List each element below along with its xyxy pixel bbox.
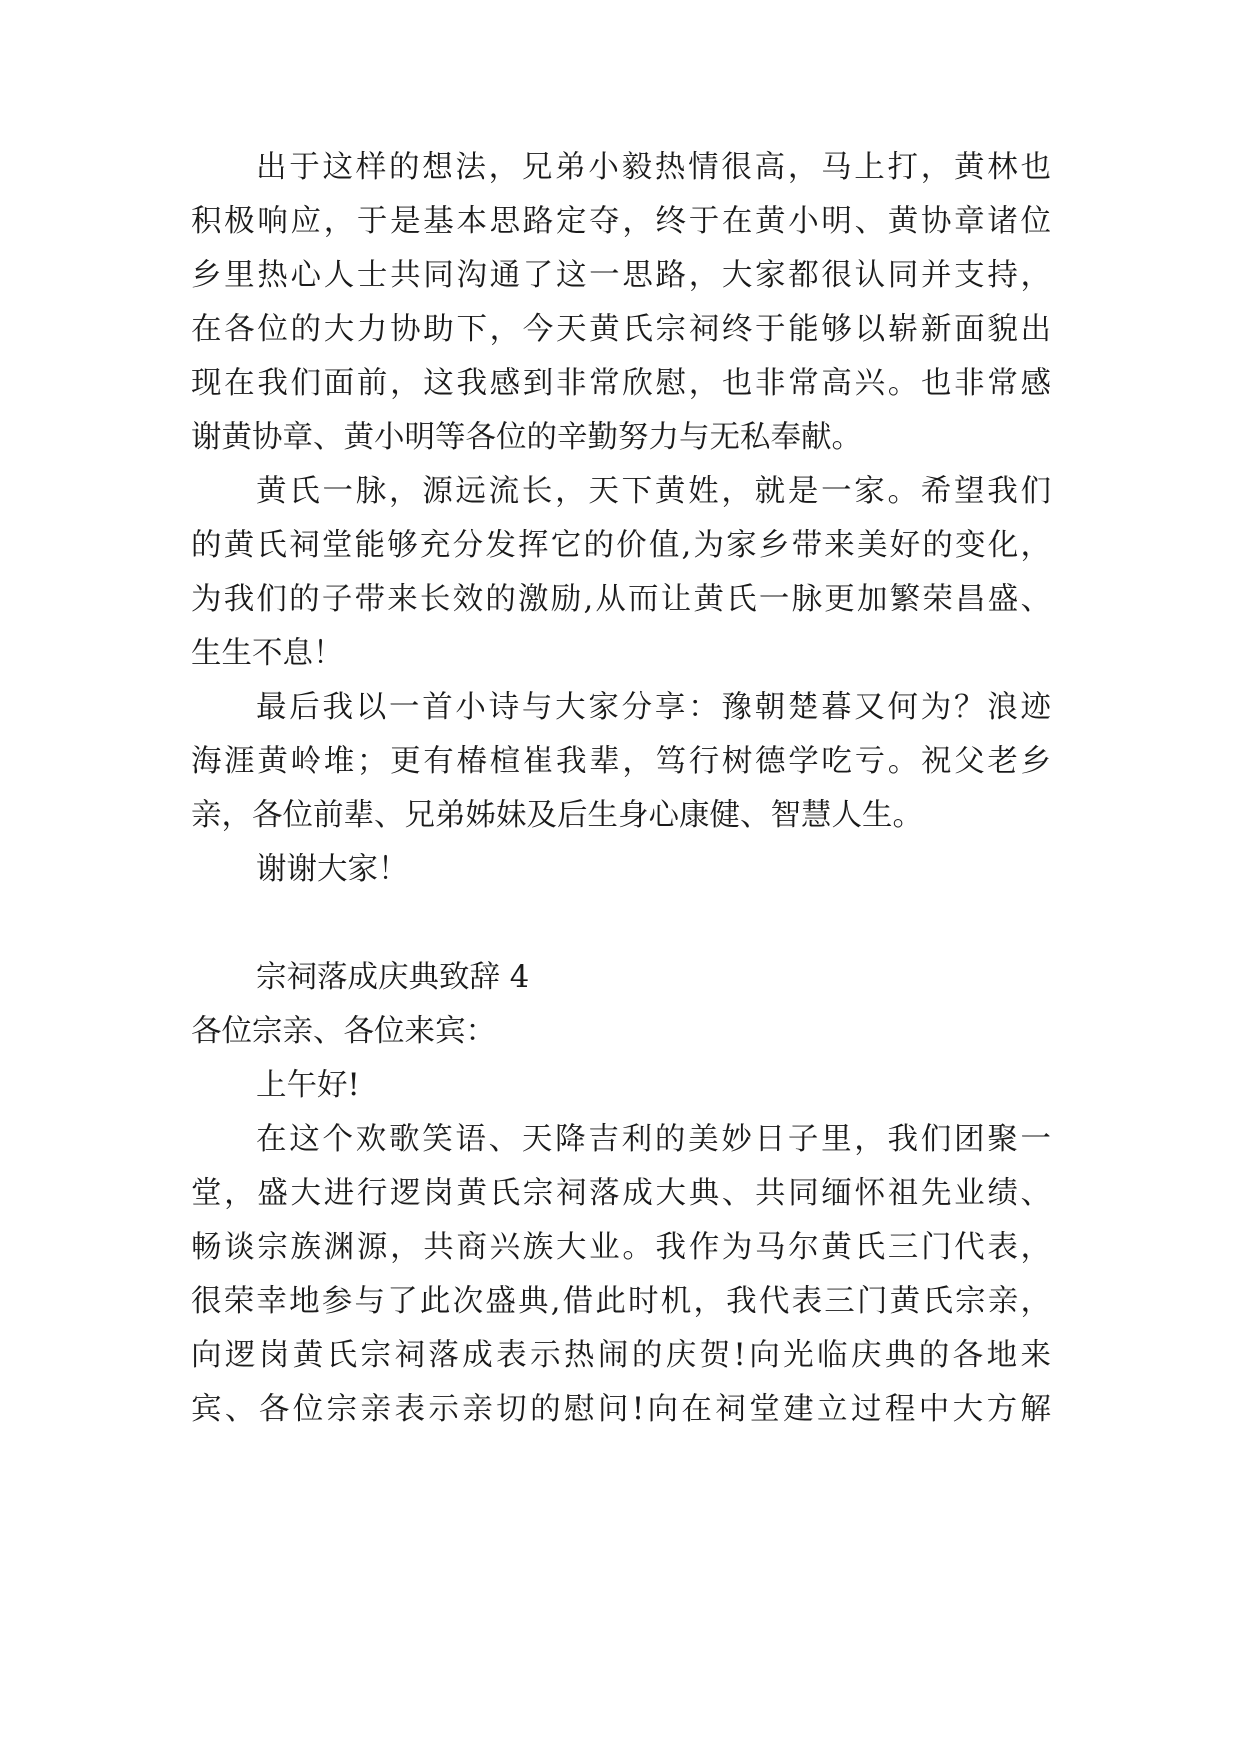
greeting: 上午好! [256, 1068, 360, 1103]
text-line: 出于这样的想法，兄弟小毅热情很高，马上打，黄林也 [256, 150, 1051, 185]
text-line: 最后我以一首小诗与大家分享：豫朝楚暮又何为？浪迹 [256, 690, 1051, 725]
salutation: 各位宗亲、各位来宾： [191, 1014, 496, 1049]
text-line: 宾、各位宗亲表示亲切的慰问!向在祠堂建立过程中大方解 [191, 1392, 1051, 1427]
text-line: 谢黄协章、黄小明等各位的辛勤努力与无私奉献。 [191, 420, 862, 455]
text-line: 在这个欢歌笑语、天降吉利的美妙日子里，我们团聚一 [256, 1122, 1051, 1157]
text-line: 黄氏一脉，源远流长，天下黄姓，就是一家。希望我们 [256, 474, 1051, 509]
text-line: 为我们的子带来长效的激励,从而让黄氏一脉更加繁荣昌盛、 [191, 582, 1051, 617]
text-line: 生生不息！ [191, 636, 344, 671]
text-line: 乡里热心人士共同沟通了这一思路，大家都很认同并支持， [191, 258, 1051, 293]
text-line: 堂，盛大进行逻岗黄氏宗祠落成大典、共同缅怀祖先业绩、 [191, 1176, 1051, 1211]
section-title: 宗祠落成庆典致辞 4 [256, 960, 530, 995]
text-line: 现在我们面前，这我感到非常欣慰，也非常高兴。也非常感 [191, 366, 1051, 401]
text-line: 亲，各位前辈、兄弟姊妹及后生身心康健、智慧人生。 [191, 798, 923, 833]
text-line: 畅谈宗族渊源，共商兴族大业。我作为马尔黄氏三门代表， [191, 1230, 1051, 1265]
text-line: 向逻岗黄氏宗祠落成表示热闹的庆贺!向光临庆典的各地来 [191, 1338, 1051, 1373]
text-line: 积极响应，于是基本思路定夺，终于在黄小明、黄协章诸位 [191, 204, 1051, 239]
text-line: 海涯黄岭堆；更有椿楦崔我辈，笃行树德学吃亏。祝父老乡 [191, 744, 1051, 779]
closing-line: 谢谢大家！ [256, 852, 409, 887]
text-line: 很荣幸地参与了此次盛典,借此时机，我代表三门黄氏宗亲， [191, 1284, 1051, 1319]
text-line: 在各位的大力协助下，今天黄氏宗祠终于能够以崭新面貌出 [191, 312, 1051, 347]
text-line: 的黄氏祠堂能够充分发挥它的价值,为家乡带来美好的变化， [191, 528, 1051, 563]
